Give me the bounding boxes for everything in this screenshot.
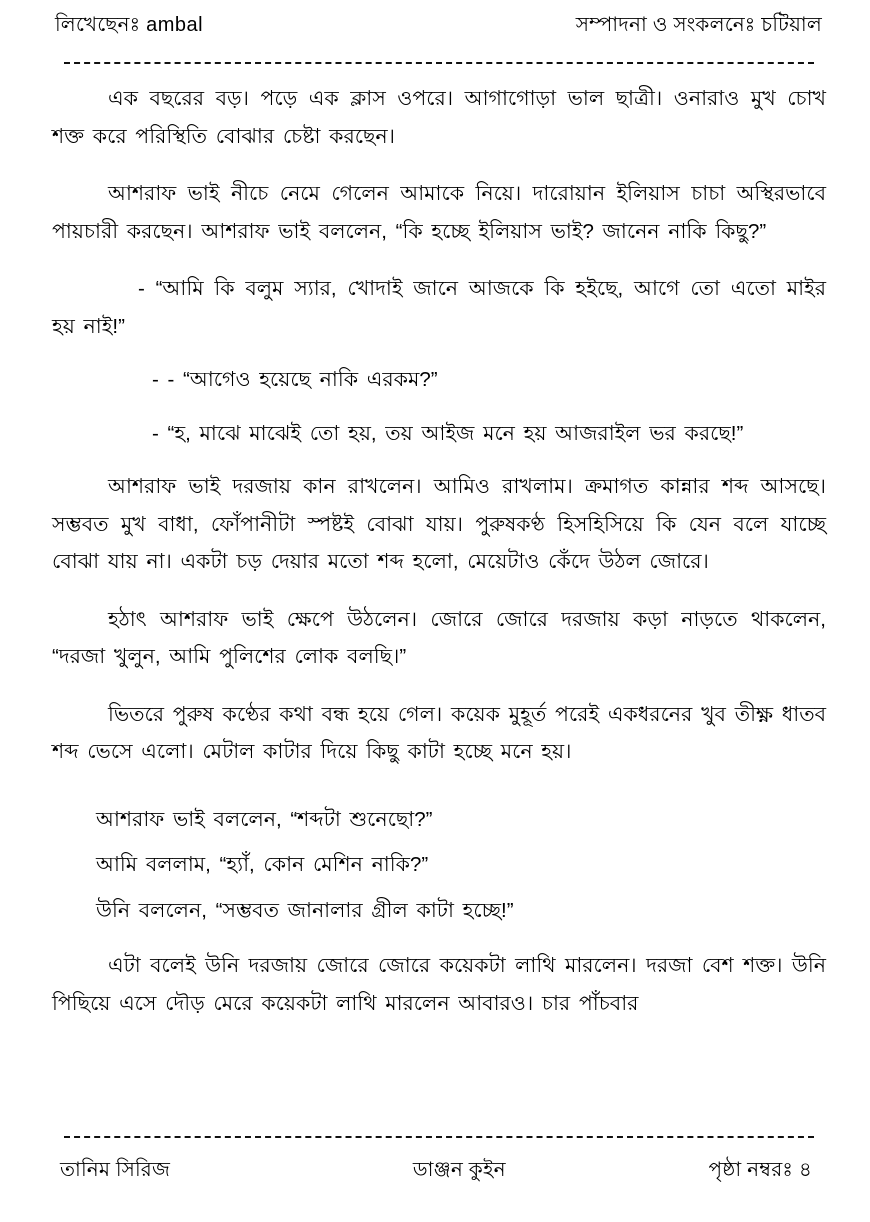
page-body [52, 80, 826, 1042]
dialogue-line: - “আমি কি বলুম স্যার, খোদাই জানে আজকে কি হইছে, আগে তো এতো মাইর হয় নাই!” [52, 277, 826, 338]
body-paragraph: এটা বলেই উনি দরজায় জোরে জোরে কয়েকটা লাথি মারলেন। দরজা বেশ শক্ত। উনি পিছিয়ে এসে দৌড় মেরে কয়েকটা লাথি মারলেন আবারও। চার পাঁচবার [52, 954, 826, 1015]
dialogue-line: - “হ, মাঝে মাঝেই তো হয়, তয় আইজ মনে হয় আজরাইল ভর করছে!” [152, 421, 744, 445]
footer-book-title: ডাঞ্জন কুইন [412, 1159, 506, 1181]
body-paragraph: আশরাফ ভাই দরজায় কান রাখলেন। আমিও রাখলাম। ক্রমাগত কান্নার শব্দ আসছে। সম্ভবত মুখ বাধা, ফোঁপানীটা স্পষ্টই বোঝা যায়। পুরুষকণ্ঠ হিসহিসিয়ে কি যেন বলে যাচ্ছে বোঝা যায় না। একটা চড় দেয়ার মতো শব্দ হলো, মেয়েটাও কেঁদে উঠল জোরে। [52, 475, 826, 573]
header-divider [64, 62, 814, 64]
dialogue-line: - - “আগেও হয়েছে নাকি এরকম?” [152, 368, 438, 391]
page-header [55, 12, 822, 48]
paragraph-spacer [52, 937, 826, 947]
footer-page-number: পৃষ্ঠা নম্বরঃ ৪ [708, 1159, 812, 1181]
author-handle: ambal [146, 14, 204, 36]
paragraph-spacer [52, 791, 826, 801]
written-by-label: লিখেছেনঃ [55, 14, 141, 36]
header-editor: সম্পাদনা ও সংকলনেঃ চটিয়াল [575, 14, 822, 36]
body-paragraph: হঠাৎ আশরাফ ভাই ক্ষেপে উঠলেন। জোরে জোরে দরজায় কড়া নাড়তে থাকলেন, “দরজা খুলুন, আমি পুলিশের লোক বলছি।” [52, 607, 826, 668]
header-author [55, 12, 203, 39]
body-paragraph: আশরাফ ভাই নীচে নেমে গেলেন আমাকে নিয়ে। দারোয়ান ইলিয়াস চাচা অস্থিরভাবে পায়চারী করছেন। আশরাফ ভাই বললেন, “কি হচ্ছে ইলিয়াস ভাই? জানেন নাকি কিছু?” [52, 182, 826, 243]
dialogue-line: আশরাফ ভাই বললেন, “শব্দটা শুনেছো?” [96, 807, 433, 831]
footer-divider [64, 1136, 814, 1138]
page-footer [60, 1155, 818, 1188]
dialogue-line: উনি বললেন, “সম্ভবত জানালার গ্রীল কাটা হচ্ছে!” [96, 898, 514, 922]
dialogue-line: আমি বললাম, “হ্যাঁ, কোন মেশিন নাকি?” [96, 853, 429, 876]
body-paragraph: এক বছরের বড়। পড়ে এক ক্লাস ওপরে। আগাগোড়া ভাল ছাত্রী। ওনারাও মুখ চোখ শক্ত করে পরিস্থিতি বোঝার চেষ্টা করছেন। [52, 87, 826, 148]
body-paragraph: ভিতরে পুরুষ কণ্ঠের কথা বন্ধ হয়ে গেল। কয়েক মুহূর্ত পরেই একধরনের খুব তীক্ষ্ণ ধাতব শব্দ ভেসে এলো। মেটাল কাটার দিয়ে কিছু কাটা হচ্ছে মনে হয়। [52, 702, 826, 763]
footer-series-name: তানিম সিরিজ [60, 1159, 171, 1181]
